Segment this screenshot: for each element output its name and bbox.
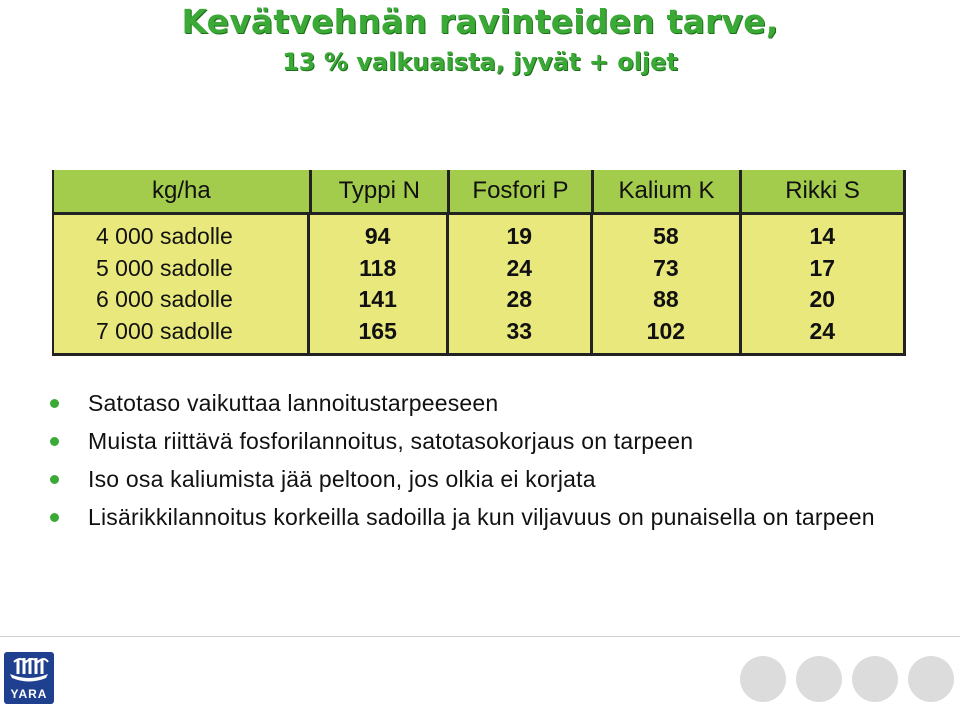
list-item — [50, 388, 930, 418]
circle-icon — [796, 656, 842, 702]
table-cell: 14 — [809, 223, 836, 249]
slide-subtitle: 13 % valkuaista, jyvät + oljet — [282, 48, 678, 76]
header-fosfori-p: Fosfori P — [450, 170, 594, 212]
sulfur-column — [742, 215, 903, 353]
nitrogen-column — [310, 215, 449, 353]
table-cell: 118 — [359, 254, 397, 281]
table-cell: 19 — [506, 223, 533, 249]
circle-icon — [852, 656, 898, 702]
table-cell: 7 000 sadolle — [96, 317, 233, 344]
table-cell: 88 — [653, 286, 679, 312]
slide-title: Kevätvehnän ravinteiden tarve, — [181, 2, 779, 41]
table-cell: 165 — [358, 317, 397, 344]
table-cell: 33 — [506, 317, 533, 344]
header-kg-ha: kg/ha — [54, 170, 312, 212]
logo-wordmark: YARA — [10, 687, 48, 701]
yield-level-column — [54, 215, 310, 353]
table-cell: 73 — [653, 254, 679, 281]
list-item — [50, 464, 930, 494]
table-cell: 4 000 sadolle — [96, 223, 233, 249]
bullet-text: Lisärikkilannoitus korkeilla sadoilla ja kun viljavuus on punaisella on tarpeen — [88, 504, 875, 530]
table-cell: 102 — [646, 317, 686, 344]
header-typpi-n: Typpi N — [312, 170, 450, 212]
bullet-dot-icon — [50, 437, 59, 446]
table-cell: 24 — [809, 317, 836, 344]
potassium-column — [593, 215, 742, 353]
phosphorus-column — [449, 215, 594, 353]
footer-divider — [0, 636, 960, 637]
table-cell: 6 000 sadolle — [96, 286, 233, 312]
nutrient-table — [52, 170, 906, 356]
table-cell: 17 — [809, 254, 836, 281]
bullet-dot-icon — [50, 513, 59, 522]
table-cell: 58 — [653, 223, 679, 249]
header-kalium-k: Kalium K — [594, 170, 742, 212]
table-cell: 28 — [506, 286, 533, 312]
bullet-text: Iso osa kaliumista jää peltoon, jos olkia ei korjata — [88, 466, 596, 492]
bullet-dot-icon — [50, 475, 59, 484]
header-rikki-s: Rikki S — [785, 177, 860, 204]
circle-icon — [908, 656, 954, 702]
table-cell: 94 — [364, 223, 391, 249]
table-body — [54, 215, 903, 353]
bullet-text: Satotaso vaikuttaa lannoitustarpeeseen — [88, 390, 499, 416]
bullet-list — [50, 388, 930, 540]
viking-ship-icon — [4, 652, 54, 688]
table-cell: 141 — [358, 286, 397, 312]
table-cell: 20 — [809, 286, 836, 312]
bullet-text: Muista riittävä fosforilannoitus, satotasokorjaus on tarpeen — [88, 428, 694, 454]
bullet-dot-icon — [50, 399, 59, 408]
list-item — [50, 426, 930, 456]
circle-icon — [740, 656, 786, 702]
list-item — [50, 502, 930, 532]
table-cell: 5 000 sadolle — [96, 254, 233, 281]
yara-logo — [4, 652, 54, 704]
table-cell: 24 — [506, 254, 533, 281]
decorative-circles — [740, 656, 954, 702]
table-header-row — [54, 170, 903, 215]
